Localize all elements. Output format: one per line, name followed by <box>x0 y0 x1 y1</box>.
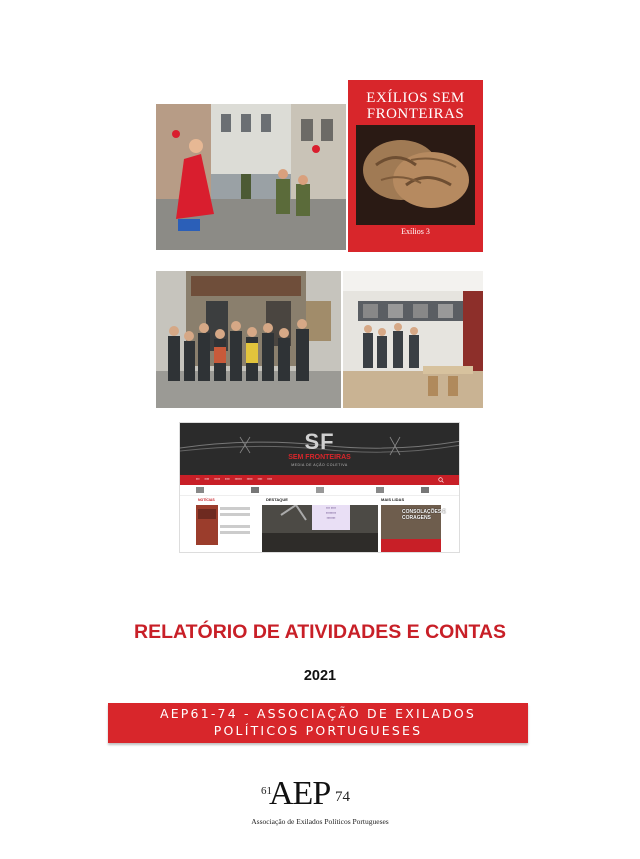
clasped-hands-image <box>356 125 475 225</box>
nav-item-placeholder: ▪▪▪▪ <box>257 477 263 481</box>
library-photo <box>343 271 483 408</box>
website-nav-bar <box>180 475 459 485</box>
logo-letters: AEP <box>269 775 331 812</box>
website-nav-items <box>196 477 272 481</box>
website-logo-mark: SF <box>304 429 335 454</box>
book-subtitle: Exílios 3 <box>401 227 430 236</box>
group-photo <box>156 271 341 408</box>
nav-item-placeholder: ▪▪▪▪▪▪ <box>234 477 242 481</box>
nav-item-placeholder: ▪▪▪▪▪ <box>214 477 221 481</box>
report-title: RELATÓRIO DE ATIVIDADES E CONTAS <box>134 621 506 643</box>
nav-item-placeholder: ▪▪▪▪ <box>267 477 272 481</box>
website-header <box>180 423 459 475</box>
logo-number-left: 61 <box>261 785 272 797</box>
association-banner-line2: POLÍTICOS PORTUGUESES <box>213 723 423 738</box>
website-logo-name: SEM FRONTEIRAS <box>288 454 351 461</box>
nav-item-placeholder: ▪▪▪▪▪ <box>246 477 253 481</box>
website-section-highlight: DESTAQUE <box>266 497 288 502</box>
library-image <box>343 271 483 408</box>
street-performance-photo <box>156 104 346 250</box>
ticker-thumbnails <box>196 487 446 493</box>
search-icon <box>438 477 444 483</box>
book-cover <box>348 80 483 252</box>
book-title-line2: FRONTEIRAS <box>366 106 465 122</box>
nav-item-placeholder: ▪▪▪▪ <box>225 477 230 481</box>
website-overlay-title: CONSOLAÇÕES E CORAGENS <box>402 509 446 521</box>
website-section-news: NOTÍCIAS <box>198 498 215 502</box>
logo-caption: Associação de Exilados Políticos Portugueses <box>251 817 389 826</box>
nav-item-placeholder: ▪▪▪▪ <box>204 477 210 481</box>
logo-number-right: 74 <box>335 789 350 805</box>
street-performance-image <box>156 104 346 250</box>
website-overlay-box: ▪▪▪ ▪▪▪▪ ▪▪▪▪▪▪▪▪ ▪▪▪▪▪▪▪ <box>312 505 350 530</box>
group-image <box>156 271 341 408</box>
report-year: 2021 <box>303 668 337 684</box>
association-banner <box>108 703 528 743</box>
nav-item-placeholder: ▪▪▪ <box>196 477 200 481</box>
aep-logo <box>255 775 385 835</box>
website-logo-tagline: MEDIA DE AÇÃO COLETIVA <box>291 463 348 467</box>
website-section-most-read: MAIS LIDAS <box>381 497 405 502</box>
association-banner-line1: AEP61-74 - ASSOCIAÇÃO DE EXILADOS <box>159 706 477 721</box>
book-title-line1: EXÍLIOS SEM <box>366 90 465 106</box>
website-screenshot <box>179 422 460 553</box>
website-ticker <box>180 485 459 496</box>
